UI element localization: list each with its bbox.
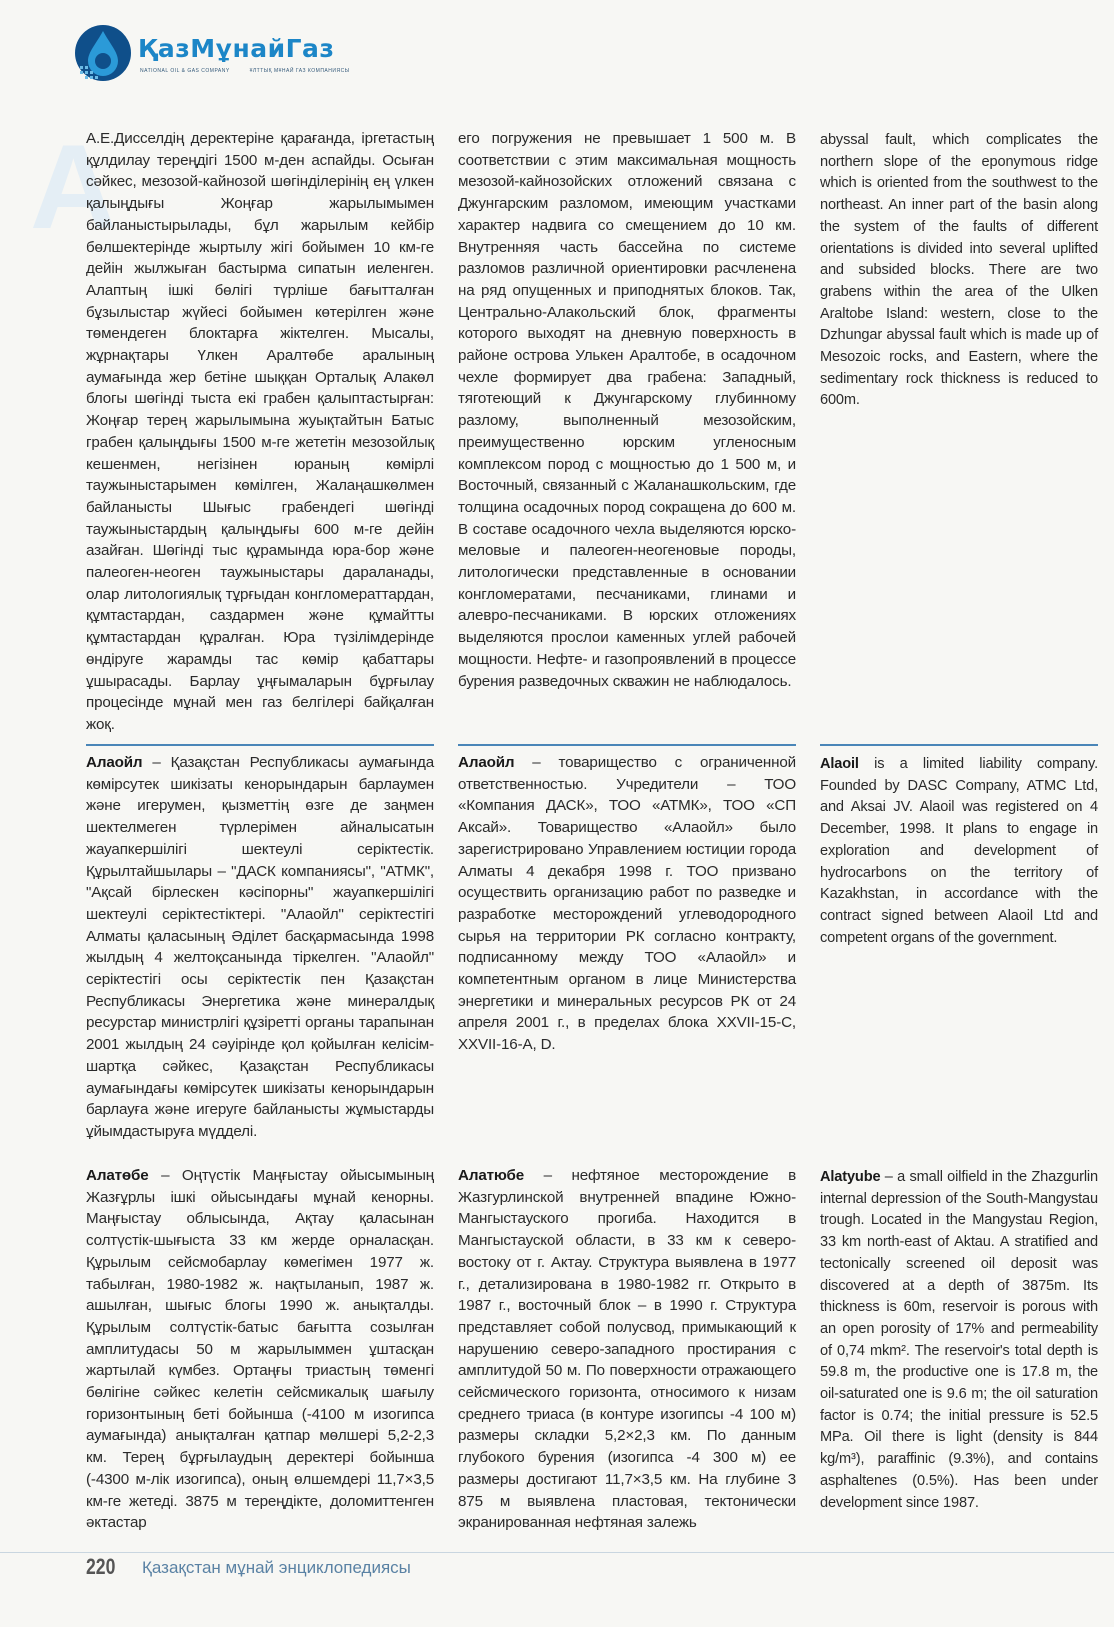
section3-ru-column bbox=[458, 1165, 796, 1534]
entry-term-alaoil-kz: Алаойл bbox=[86, 754, 143, 771]
section3-ru-text: – нефтяное месторождение в Жазгурлинской внутренней впадине Южно-Мангыстауского прогиба. Находится в Мангыстауской области, в 33 км к северо-востоку от г. Актау. Структура выявлена в 1977 г., детализирована в 1980-1982 гг. Открыто в 1987 г., восточный блок – в 1990 г. Структура представляет собой полусвод, примыкающий к нарушению северо-западного простирания с амплитудой 50 м. По поверхности отражающего сейсмического горизонта, относимого к низам среднего триаса (в контуре изогипсы -4 100 м) размеры складки 5,2×2,3 км. По данным глубокого бурения (изогипса -4 300 м) ее размеры достигают 11,7×3,5 км. На глубине 3 875 м выявлена пластовая, тектонически экранированная нефтяная залежь bbox=[458, 1167, 796, 1532]
section2-kz-column bbox=[86, 752, 434, 1143]
logo-wordmark: ҚазМұнайГаз bbox=[138, 34, 335, 63]
logo-subtitle-kz: ҰЛТТЫҚ МҰНАЙ ГАЗ КОМПАНИЯСЫ bbox=[249, 68, 350, 74]
section3-kz-column bbox=[86, 1165, 434, 1534]
entry-term-alatyube-en: Alatyube bbox=[820, 1169, 881, 1185]
section-divider bbox=[458, 744, 796, 746]
oil-drop-logo-icon bbox=[72, 22, 134, 84]
logo-subtitle-en: NATIONAL OIL & GAS COMPANY bbox=[140, 68, 230, 74]
entry-term-alatobe-kz: Алатөбе bbox=[86, 1167, 149, 1184]
entry-term-alatyube-ru: Алатюбе bbox=[458, 1167, 525, 1184]
footer-divider bbox=[0, 1552, 1114, 1553]
logo-subtitle bbox=[140, 68, 368, 74]
page-number: 220 bbox=[86, 1554, 116, 1579]
section1-kz-text: А.Е.Дисселдің деректеріне қарағанда, іргетастың құлдилау тереңдігі 1500 м-ден аспайды. Осыған сәйкес, мезозой-кайнозой шөгінділерінің ең үлкен қалыңдығы Жоңғар жарылымымен байланыстырылады, бұл жарылым кейбір бөлшектерінде жыртылу жігі бойымен 10 км-ге дейін жылжыған бастырма сипатын иеленген. Алаптың ішкі бөлігі түрліше бағытталған бұзылыстар жүйесі бойымен көтерілген және төмендеген блоктарға жіктелген. Мысалы, жұрнақтары Үлкен Аралтөбе аралының аумағында жер бетіне шыққан Орталық Алакөл блогы шөгінді тыста екі грабен қалыптастырған: Жоңғар терең жарылымына жуықтайтын Батыс грабен қалыңдығы 1500 м-ге жететін мезозойлық кешенмен, негізінен юраның көмірлі таужыныстарымен көмілген, Жалаңашкөлмен байланысты Шығыс грабендегі шөгінді таужыныстардың қалыңдығы 600 м-ге дейін азайған. Шөгінді тыс құрамында юра-бор және палеоген-неоген таужыныстары дараланады, олар литологиялық тұрғыдан конгломераттардан, құмтастардан, саздармен және құмайтты құмтастардан құралған. Юра түзілімдерінде өндіруге жарамды тас көмір қабаттары ұшырасады. Барлау ұңғымаларын бұрғылау процесінде мұнай мен газ белгілері байқалған жоқ. bbox=[86, 130, 434, 733]
section2-en-text: is a limited liability company. Founded by DASC Company, ATMC Ltd, and Aksai JV. Alaoil was registered on 4 December, 1998. It plans to engage in exploration and development of hydrocarbons on the territory of Kazakhstan, in accordance with the contract signed between Alaoil Ltd and competent organs of the government. bbox=[820, 756, 1098, 946]
company-logo bbox=[72, 22, 372, 84]
section3-en-column bbox=[820, 1167, 1098, 1514]
entry-term-alaoil-en: Alaoil bbox=[820, 756, 859, 772]
section1-ru-column bbox=[458, 128, 796, 692]
section-divider bbox=[820, 744, 1098, 746]
section1-en-text: abyssal fault, which complicates the northern slope of the eponymous ridge which is oriented from the southwest to the northeast. An inner part of the basin along the system of the faults of different orientations is divided into several uplifted and subsided blocks. There are two grabens within the area of the Ulken Araltobe Island: western, close to the Dzhungar abyssal fault which is made up of Mesozoic rocks, and Eastern, where the sedimentary rock thickness is reduced to 600m. bbox=[820, 132, 1098, 409]
section3-kz-text: – Оңтүстік Маңғыстау ойысымының Жазғұрлы ішкі ойысындағы мұнай кенорны. Маңғыстау облысында, Ақтау қаласынан солтүстік-шығыста 33 км жерде орналасқан. Құрылым сейсмобарлау көмегімен 1977 ж. табылған, 1980-1982 ж. нақтыланып, 1987 ж. ашылған, шығыс блогы 1990 ж. анықталды. Құрылым солтүстік-батыс бағытта созылған амплитудасы 50 м жарылыммен ұштасқан жартылай күмбез. Ортаңғы триастың төменгі бөлігіне сәйкес келетін сейсмикалық шағылу горизонтының беті бойынша (-4100 м изогипса аумағында) анықталған қатпар мөлшері 5,2-2,3 км. Терең бұрғылаудың деректері бойынша (-4300 м-лік изогипса), оның өлшемдері 11,7×3,5 км-ге жетеді. 3875 м тереңдікте, доломиттенген әктастар bbox=[86, 1167, 434, 1532]
section2-ru-column bbox=[458, 752, 796, 1056]
section-divider bbox=[86, 744, 434, 746]
section1-ru-text: его погружения не превышает 1 500 м. В соответствии с этим максимальная мощность мезозой-кайнозойских отложений связана с Джунгарским разломом, имеющим участками характер надвига со смещением до 10 км. Внутренняя часть бассейна по системе разломов различной ориентировки расчленена на ряд опущенных и приподнятых блоков. Так, Центрально-Алакольский блок, фрагменты которого выходят на дневную поверхность в районе острова Улькен Аралтобе, в осадочном чехле формирует два грабена: Западный, тяготеющий к Джунгарскому глубинному разлому, выполненный мезозойским, преимущественно юрским угленосным комплексом пород с мощностью до 1 500 м, и Восточный, связанный с Жаланашкольским, где толщина осадочных пород сокращена до 600 м. В составе осадочного чехла выделяются юрско-меловые и палеоген-неогеновые породы, литологически представленные в основании конгломератами, песчаниками, глинами и алевро-песчаниками. В юрских отложениях выделяются прослои каменных углей рабочей мощности. Нефте- и газопроявлений в процессе бурения разведочных скважин не наблюдалось. bbox=[458, 130, 796, 690]
entry-term-alaoil-ru: Алаойл bbox=[458, 754, 515, 771]
section3-en-text: – a small oilfield in the Zhazgurlin internal depression of the South-Mangystau trough. Located in the Mangystau Region, 33 km north-east of Aktau. A stratified and tectonically screened oil deposit was discovered at a depth of 3875m. Its thickness is 60m, reservoir is porous with an open porosity of 17% and permeability of 0,74 mkm². The reservoir's total depth is 59.8 m, the productive one is 17.8 m, the oil-saturated one is 9.6 m; the oil saturation factor is 0.74; the initial pressure is 52.5 MPa. Oil there is light (density is 844 kg/m³), paraffinic (9.3%), and contains asphaltenes (0.5%). Has been under development since 1987. bbox=[820, 1169, 1098, 1511]
section2-kz-text: – Қазақстан Республикасы аумағында көмірсутек шикізаты кенорындарын барлаумен және игерумен, қызметтің өзге де заңмен шектелмеген түрлерімен айналысатын жауапкершілігі шектеулі серіктестік. Құрылтайшылары – "ДАСК компаниясы", "АТМК", "Ақсай бірлескен кәсіпорны" жауапкершілігі шектеулі серіктестіктері. "Алаойл" серіктестігі Алматы қаласының Әділет басқармасында 1998 жылдың 4 желтоқсанында тіркелген. "Алаойл" серіктестігі осы серіктестік пен Қазақстан Республикасы Энергетика және минералдық ресурстар министрлігі құзіретті органы тарапынан 2001 жылдың 24 сәуірінде қол қойылған келісім-шартқа сәйкес, Қазақстан Республикасы аумағындағы көмірсутек шикізаты кенорындарын барлауға және игеруге байланысты жұмыстарды ұйымдастыруға мүдделі. bbox=[86, 754, 434, 1140]
section2-en-column bbox=[820, 754, 1098, 949]
section1-en-column bbox=[820, 130, 1098, 412]
section2-ru-text: – товарищество с ограниченной ответственностью. Учредители – ТОО «Компания ДАСК», ТОО «АТМК», ТОО «СП Аксай». Товарищество «Алаойл» было зарегистрировано Управлением юстиции города Алматы 4 декабря 1998 г. ТОО призвано осуществить организацию работ по разведке и разработке месторождений углеводородного сырья на территории РК согласно контракту, подписанному между ТОО «Алаойл» и компетентным органом в лице Министерства энергетики и минеральных ресурсов РК от 24 апреля 2001 г., в пределах блока XXVII-15-С, XXVII-16-А, D. bbox=[458, 754, 796, 1054]
footer-title: Қазақстан мұнай энциклопедиясы bbox=[142, 1558, 411, 1577]
section1-kz-column bbox=[86, 128, 434, 736]
watermark-letter: А bbox=[30, 120, 117, 254]
